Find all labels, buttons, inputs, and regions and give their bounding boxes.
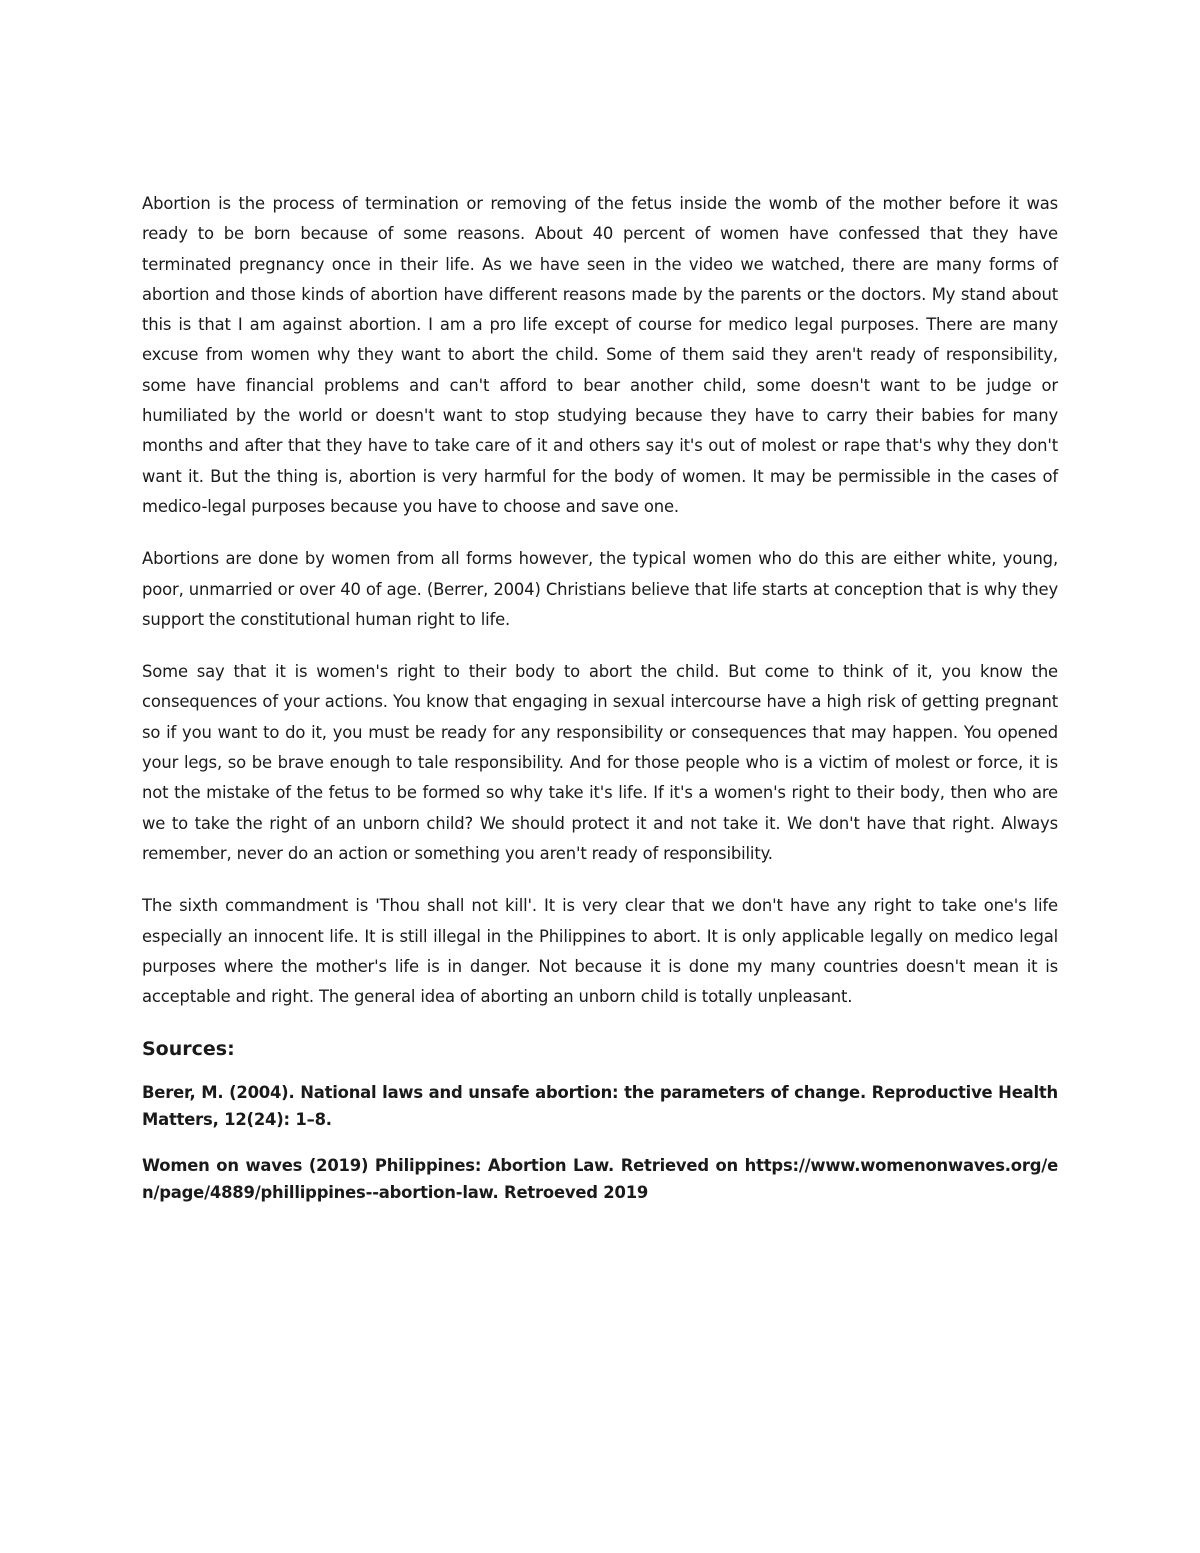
paragraph-demographics: Abortions are done by women from all forms however, the typical women who do this are either white, young, poor, unmarried or over 40 of age. (Berrer, 2004) Christians believe that life starts at conception that is why they support the constitutional human right to life. (142, 549, 1058, 629)
paragraph-intro: Abortion is the process of termination or removing of the fetus inside the womb of the mother before it was ready to be born because of some reasons. About 40 percent of women have confessed that they have terminated pregnancy once in their life. As we have seen in the video we watched, there are many forms of abortion and those kinds of abortion have different reasons made by the parents or the doctors. My stand about this is that I am against abortion. I am a pro life except of course for medico legal purposes. There are many excuse from women why they want to abort the child. Some of them said they aren't ready of responsibility, some have financial problems and can't afford to bear another child, some doesn't want to be judge or humiliated by the world or doesn't want to stop studying because they have to carry their babies for many months and after that they have to take care of it and others say it's out of molest or rape that's why they don't want it. But the thing is, abortion is very harmful for the body of women. It may be permissible in the cases of medico-legal purposes because you have to choose and save one. (142, 194, 1058, 516)
sources-heading: Sources: (142, 1038, 235, 1061)
paragraph-sixth-commandment: The sixth commandment is 'Thou shall not kill'. It is very clear that we don't have any right to take one's life especially an innocent life. It is still illegal in the Philippines to abort. It is only applicable legally on medico legal purposes where the mother's life is in danger. Not because it is done my many countries doesn't mean it is acceptable and right. The general idea of aborting an unborn child is totally unpleasant. (142, 896, 1058, 1007)
paragraph-womens-rights: Some say that it is women's right to their body to abort the child. But come to think of it, you know the consequences of your actions. You know that engaging in sexual intercourse have a high risk of getting pregnant so if you want to do it, you must be ready for any responsibility or consequences that may happen. You opened your legs, so be brave enough to tale responsibility. And for those people who is a victim of molest or force, it is not the mistake of the fetus to be formed so why take it's life. If it's a women's right to their body, then who are we to take the right of an unborn child? We should protect it and not take it. We don't have that right. Always remember, never do an action or something you aren't ready of responsibility. (142, 662, 1058, 863)
reference-women-on-waves: Women on waves (2019) Philippines: Abortion Law. Retrieved on https://www.womenonwaves.org/en/page/4889/phillippines--abortion-law. Retroeved 2019 (142, 1156, 1058, 1202)
reference-berer: Berer, M. (2004). National laws and unsafe abortion: the parameters of change. Reproductive Health Matters, 12(24): 1–8. (142, 1083, 1058, 1129)
document-body (142, 189, 1058, 1226)
